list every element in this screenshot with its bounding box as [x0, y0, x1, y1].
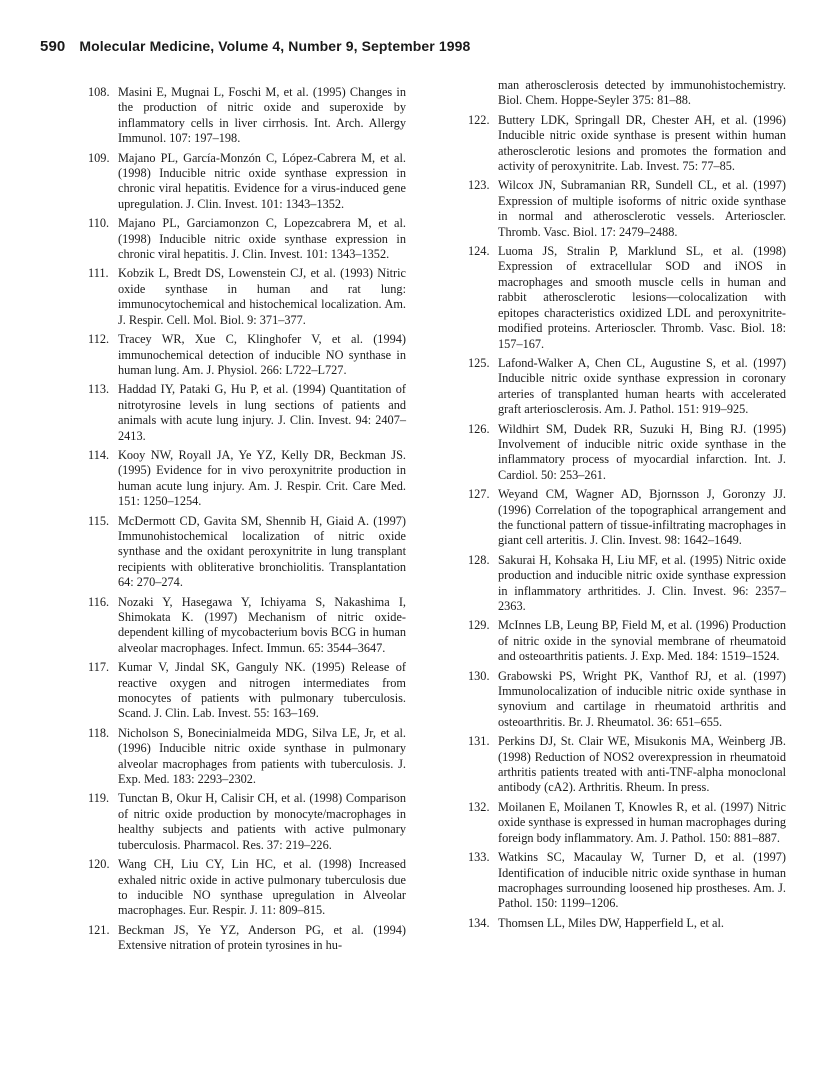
- reference-text: Tunctan B, Okur H, Calisir CH, et al. (1998) Comparison of nitric oxide production by monocyte/macrophages in healthy subjects and patients with active pulmonary tuberculosis. Pharmacol. Res. 37: 219–226.: [118, 791, 406, 852]
- right-column: [468, 78, 786, 935]
- reference-number: 123.: [468, 178, 490, 193]
- reference-item: [468, 734, 786, 796]
- reference-item: [88, 923, 406, 954]
- running-header: [40, 38, 470, 55]
- reference-item: [88, 857, 406, 919]
- reference-item: [468, 669, 786, 731]
- reference-text: Moilanen E, Moilanen T, Knowles R, et al. (1997) Nitric oxide synthase is expressed in human macrophages during foreign body inflammatory. Am. J. Pathol. 150: 881–887.: [498, 799, 786, 845]
- reference-text: Weyand CM, Wagner AD, Bjornsson J, Goronzy JJ. (1996) Correlation of the topographical arrangement and the functional pattern of tissue-infiltrating macrophages in giant cell arteritis. J. Clin. Invest. 98: 1642–1649.: [498, 487, 786, 548]
- reference-item: [468, 916, 786, 931]
- reference-text: Haddad IY, Pataki G, Hu P, et al. (1994) Quantitation of nitrotyrosine levels in lung sections of patients and animals with acute lung injury. J. Clin. Invest. 94: 2407–2413.: [118, 382, 406, 443]
- reference-text: Kobzik L, Bredt DS, Lowenstein CJ, et al. (1993) Nitric oxide synthase in human and rat lung: immunocytochemical and histochemical localization. Am. J. Respir. Cell. Mol. Biol. 9: 371–377.: [118, 266, 406, 327]
- reference-number: 111.: [88, 266, 109, 281]
- reference-item: [468, 113, 786, 175]
- reference-number: 124.: [468, 244, 490, 259]
- reference-number: 119.: [88, 791, 110, 806]
- reference-text: Kumar V, Jindal SK, Ganguly NK. (1995) Release of reactive oxygen and nitrogen intermediates from monocytes of patients with pulmonary tuberculosis. Scand. J. Clin. Lab. Invest. 55: 163–169.: [118, 660, 406, 721]
- reference-number: 134.: [468, 915, 490, 930]
- reference-text: Majano PL, Garciamonzon C, Lopezcabrera M, et al. (1998) Inducible nitric oxide synthase expression in chronic viral hepatitis. J. Clin. Invest. 101: 1343–1352.: [118, 216, 406, 262]
- reference-text: Beckman JS, Ye YZ, Anderson PG, et al. (1994) Extensive nitration of protein tyrosines in hu-: [118, 922, 406, 953]
- reference-item: [468, 487, 786, 549]
- reference-number: 129.: [468, 618, 490, 633]
- reference-item: [468, 850, 786, 912]
- reference-text: Thomsen LL, Miles DW, Happerfield L, et al.: [498, 915, 724, 930]
- reference-text: Nicholson S, Bonecinialmeida MDG, Silva LE, Jr, et al. (1996) Inducible nitric oxide synthase in pulmonary alveolar macrophages from patients with tuberculosis. J. Exp. Med. 183: 2293–2302.: [118, 725, 406, 787]
- reference-text: Nozaki Y, Hasegawa Y, Ichiyama S, Nakashima I, Shimokata K. (1997) Mechanism of nitric oxide-dependent killing of mycobacterium bovis BCG in human alveolar macrophages. Infect. Immun. 65: 3544–3647.: [118, 594, 406, 655]
- reference-number: 116.: [88, 594, 110, 609]
- reference-number: 109.: [88, 150, 110, 165]
- reference-item: [88, 660, 406, 722]
- reference-text: Lafond-Walker A, Chen CL, Augustine S, et al. (1997) Inducible nitric oxide synthase expression in coronary arteries of transplanted human hearts with accelerated graft arteriosclerosis. Am. J. Pathol. 151: 919–925.: [498, 355, 786, 417]
- reference-item: [468, 178, 786, 240]
- reference-text: Luoma JS, Stralin P, Marklund SL, et al. (1998) Expression of extracellular SOD and iNOS in macrophages and smooth muscle cells in human and rabbit atherosclerotic lesions—colocalization with epitopes characteristics oxidized LDL and peroxynitrite-modified proteins. Arterioscler. Thromb. Vasc. Biol. 18: 157–167.: [498, 244, 786, 351]
- reference-number: 122.: [468, 112, 490, 127]
- reference-item: [468, 422, 786, 484]
- reference-text: Wildhirt SM, Dudek RR, Suzuki H, Bing RJ. (1995) Involvement of inducible nitric oxide synthase in the inflammatory process of myocardial infarction. Int. J. Cardiol. 50: 253–261.: [498, 421, 786, 482]
- reference-item: [468, 553, 786, 615]
- reference-item: [88, 151, 406, 213]
- reference-text: Grabowski PS, Wright PK, Vanthof RJ, et al. (1997) Immunolocalization of inducible nitric oxide synthase in synovium and cartilage in rheumatoid arthritis and osteoarthritis. Br. J. Rheumatol. 36: 651–655.: [498, 668, 786, 729]
- reference-item: [88, 791, 406, 853]
- reference-item: [468, 244, 786, 352]
- reference-number: 128.: [468, 552, 490, 567]
- reference-text: Majano PL, García-Monzón C, López-Cabrera M, et al. (1998) Inducible nitric oxide synthase expression in chronic viral hepatitis. Evidence for a virus-induced gene upregulation. J. Clin. Invest. 101: 1343–1352.: [118, 150, 406, 211]
- reference-item: [88, 85, 406, 147]
- reference-text: Kooy NW, Royall JA, Ye YZ, Kelly DR, Beckman JS. (1995) Evidence for in vivo peroxynitrite production in human acute lung injury. Am. J. Respir. Crit. Care Med. 151: 1250–1254.: [118, 447, 406, 509]
- reference-item: [88, 382, 406, 444]
- reference-continuation: [468, 78, 786, 109]
- reference-text: Masini E, Mugnai L, Foschi M, et al. (1995) Changes in the production of nitric oxide and superoxide by inflammatory cells in liver cirrhosis. Int. Arch. Allergy Immunol. 107: 197–198.: [118, 85, 406, 146]
- reference-item: [88, 726, 406, 788]
- reference-text: Wang CH, Liu CY, Lin HC, et al. (1998) Increased exhaled nitric oxide in active pulmonary tuberculosis due to inducible NO synthase upregulation in Alveolar macrophages. Eur. Respir. J. 11: 809–815.: [118, 857, 406, 918]
- reference-number: 118.: [88, 725, 110, 740]
- reference-item: [468, 800, 786, 846]
- reference-number: 127.: [468, 487, 490, 502]
- reference-number: 112.: [88, 332, 110, 347]
- reference-text: Perkins DJ, St. Clair WE, Misukonis MA, Weinberg JB. (1998) Reduction of NOS2 overexpression in rheumatoid arthritis patients treated with anti-TNF-alpha monoclonal antibody (cA2). Arthritis. Rheum. In press.: [498, 734, 786, 795]
- reference-number: 131.: [468, 734, 490, 749]
- reference-text: Tracey WR, Xue C, Klinghofer V, et al. (1994) immunochemical detection of inducible NO synthase in human lung. Am. J. Physiol. 266: L722–L727.: [118, 332, 406, 377]
- reference-item: [88, 216, 406, 262]
- reference-number: 113.: [88, 382, 110, 397]
- reference-text: Buttery LDK, Springall DR, Chester AH, et al. (1996) Inducible nitric oxide synthase is present within human atherosclerotic lesions and promotes the formation and activity of peroxynitrite. Lab. Invest. 75: 77–85.: [498, 112, 786, 174]
- reference-number: 108.: [88, 85, 110, 99]
- reference-text: man atherosclerosis detected by immunohistochemistry. Biol. Chem. Hoppe-Seyler 375: 81–88.: [498, 78, 786, 108]
- left-column: [88, 85, 406, 958]
- reference-text: Wilcox JN, Subramanian RR, Sundell CL, et al. (1997) Expression of multiple isoforms of nitric oxide synthase in normal and atherosclerotic vessels. Arterioscler. Thromb. Vasc. Biol. 17: 2479–2488.: [498, 178, 786, 239]
- journal-title: Molecular Medicine, Volume 4, Number 9, September 1998: [79, 38, 471, 54]
- reference-text: Watkins SC, Macaulay W, Turner D, et al. (1997) Identification of inducible nitric oxide synthase in human macrophages surrounding loosened hip prostheses. Am. J. Pathol. 150: 1199–1206.: [498, 850, 786, 911]
- reference-number: 114.: [88, 447, 110, 462]
- page-number: 590: [40, 38, 66, 55]
- reference-text: Sakurai H, Kohsaka H, Liu MF, et al. (1995) Nitric oxide production and inducible nitric oxide synthase expression in inflammatory arthritides. J. Clin. Invest. 96: 2357–2363.: [498, 552, 786, 613]
- reference-item: [88, 266, 406, 328]
- reference-number: 117.: [88, 660, 110, 675]
- reference-number: 125.: [468, 355, 490, 370]
- reference-item: [468, 618, 786, 664]
- reference-number: 130.: [468, 668, 490, 683]
- reference-number: 110.: [88, 216, 110, 231]
- reference-item: [88, 448, 406, 510]
- reference-text: McDermott CD, Gavita SM, Shennib H, Giaid A. (1997) Immunohistochemical localization of nitric oxide synthase and the oxidant peroxynitrite in lung transplant recipients with obliterative bronchiolitis. Transplantation 64: 270–274.: [118, 513, 406, 590]
- reference-number: 133.: [468, 850, 490, 865]
- reference-item: [88, 595, 406, 657]
- reference-item: [468, 356, 786, 418]
- reference-number: 126.: [468, 421, 490, 436]
- reference-number: 120.: [88, 857, 110, 872]
- reference-number: 132.: [468, 799, 490, 814]
- reference-number: 115.: [88, 513, 110, 528]
- reference-text: McInnes LB, Leung BP, Field M, et al. (1996) Production of nitric oxide in the synovial membrane of rheumatoid and osteoarthritis patients. J. Exp. Med. 184: 1519–1524.: [498, 618, 786, 664]
- reference-item: [88, 332, 406, 378]
- reference-number: 121.: [88, 922, 110, 937]
- reference-item: [88, 514, 406, 591]
